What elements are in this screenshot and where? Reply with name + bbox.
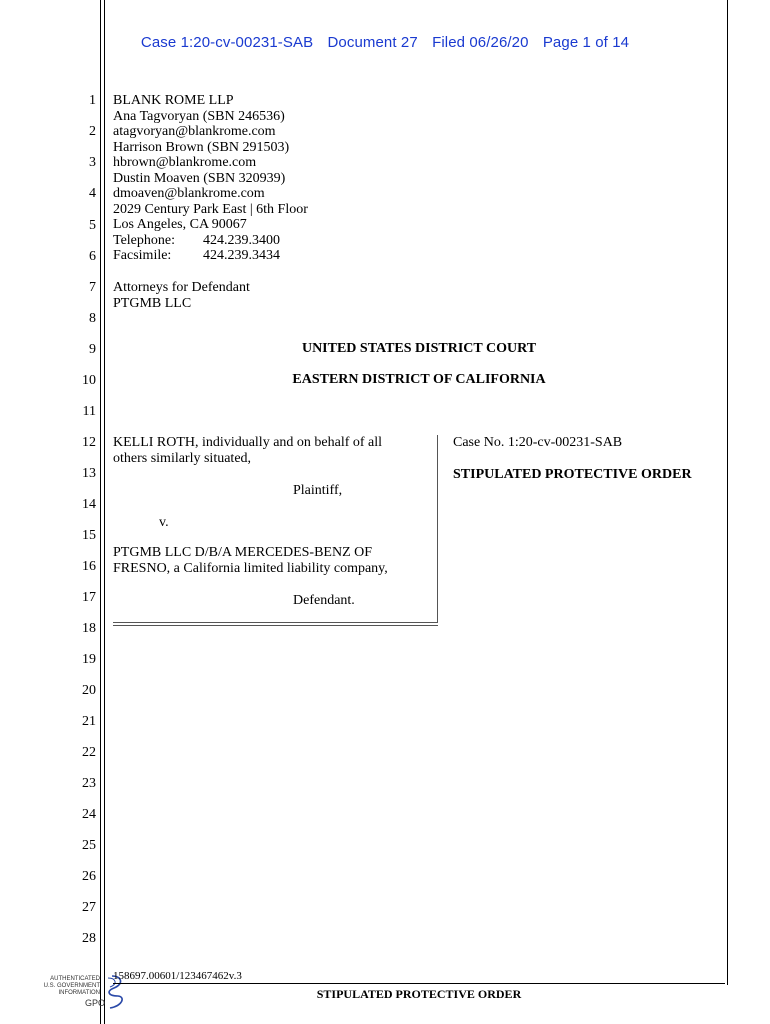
firm-name: BLANK ROME LLP <box>113 93 234 108</box>
line-number: 10 <box>82 373 96 388</box>
counsel-email: atagvoryan@blankrome.com <box>113 124 276 139</box>
right-margin-line <box>727 0 728 985</box>
facsimile-row <box>113 248 308 264</box>
line-number: 28 <box>82 931 96 946</box>
plaintiff-name: KELLI ROTH, individually and on behalf of all <box>113 435 383 450</box>
gpo-mark: GPO <box>85 998 106 1008</box>
line-number: 24 <box>82 807 96 822</box>
line-number: 25 <box>82 838 96 853</box>
caption-case-info <box>453 435 692 483</box>
footer-document-id: 158697.00601/123467462v.3 <box>113 970 242 982</box>
caption-box-bottom-border-double <box>113 625 438 626</box>
line-number: 17 <box>82 590 96 605</box>
caption-box-right-border <box>437 435 438 623</box>
footer-title: STIPULATED PROTECTIVE ORDER <box>316 987 522 1001</box>
line-number: 2 <box>89 124 96 139</box>
line-number: 9 <box>89 342 96 357</box>
line-number: 27 <box>82 900 96 915</box>
line-number: 8 <box>89 311 96 326</box>
gpo-seal-line: U.S. GOVERNMENT <box>43 983 100 989</box>
line-number: 21 <box>82 714 96 729</box>
plaintiff-name-cont: others similarly situated, <box>113 451 252 466</box>
line-number: 12 <box>82 435 96 450</box>
document-title: STIPULATED PROTECTIVE ORDER <box>453 467 692 482</box>
telephone-value: 424.239.3400 <box>203 232 280 248</box>
caption-box-bottom-border <box>113 622 438 623</box>
line-number: 11 <box>82 404 96 419</box>
line-number: 14 <box>82 497 96 512</box>
left-margin-line-outer <box>100 0 101 1024</box>
gpo-seal-line: AUTHENTICATED <box>50 976 100 982</box>
counsel-line: Dustin Moaven (SBN 320939) <box>113 170 286 186</box>
defendant-name-cont: FRESNO, a California limited liability company, <box>113 561 388 576</box>
versus: v. <box>159 515 169 530</box>
line-number: 16 <box>82 559 96 574</box>
line-number: 4 <box>89 186 96 201</box>
counsel-block <box>113 93 308 264</box>
telephone-row <box>113 233 308 249</box>
plaintiff-role: Plaintiff, <box>293 483 343 498</box>
line-number: 20 <box>82 683 96 698</box>
line-number: 15 <box>82 528 96 543</box>
counsel-address-city: Los Angeles, CA 90067 <box>113 217 247 232</box>
defendant-role: Defendant. <box>293 593 355 608</box>
line-number: 22 <box>82 745 96 760</box>
counsel-line: Ana Tagvoryan (SBN 246536) <box>113 108 285 124</box>
line-number: 18 <box>82 621 96 636</box>
ecf-header-stamp <box>0 34 770 51</box>
client-name: PTGMB LLC <box>113 295 192 311</box>
counsel-address-street: 2029 Century Park East | 6th Floor <box>113 201 308 217</box>
header-document-number: Document 27 <box>327 34 418 51</box>
line-number: 6 <box>89 249 96 264</box>
court-district: EASTERN DISTRICT OF CALIFORNIA <box>292 372 546 387</box>
header-filed-date: Filed 06/26/20 <box>432 34 529 51</box>
line-number: 1 <box>89 93 96 108</box>
line-number: 3 <box>89 155 96 170</box>
line-number: 26 <box>82 869 96 884</box>
defendant-name: PTGMB LLC D/B/A MERCEDES-BENZ OF <box>113 545 373 560</box>
line-number: 5 <box>89 218 96 233</box>
court-name: UNITED STATES DISTRICT COURT <box>301 341 537 356</box>
telephone-label: Telephone: <box>113 232 175 248</box>
footer-rule <box>113 983 725 984</box>
line-number: 7 <box>89 280 96 295</box>
gpo-seal-text <box>40 976 100 997</box>
case-number: Case No. 1:20-cv-00231-SAB <box>453 435 623 450</box>
line-number: 23 <box>82 776 96 791</box>
counsel-email: dmoaven@blankrome.com <box>113 186 265 201</box>
header-page-count: Page 1 of 14 <box>542 34 630 51</box>
left-margin-line-inner <box>104 0 105 1024</box>
caption-parties <box>113 435 433 609</box>
attorneys-for-block <box>113 280 250 311</box>
line-number: 19 <box>82 652 96 667</box>
line-number: 13 <box>82 466 96 481</box>
facsimile-label: Facsimile: <box>113 248 172 263</box>
counsel-email: hbrown@blankrome.com <box>113 155 257 170</box>
facsimile-value: 424.239.3434 <box>203 248 280 263</box>
gpo-seal-line: INFORMATION <box>58 990 100 996</box>
counsel-line: Harrison Brown (SBN 291503) <box>113 139 290 155</box>
header-case-number: Case 1:20-cv-00231-SAB <box>140 34 314 51</box>
attorneys-for-line: Attorneys for Defendant <box>113 280 250 295</box>
